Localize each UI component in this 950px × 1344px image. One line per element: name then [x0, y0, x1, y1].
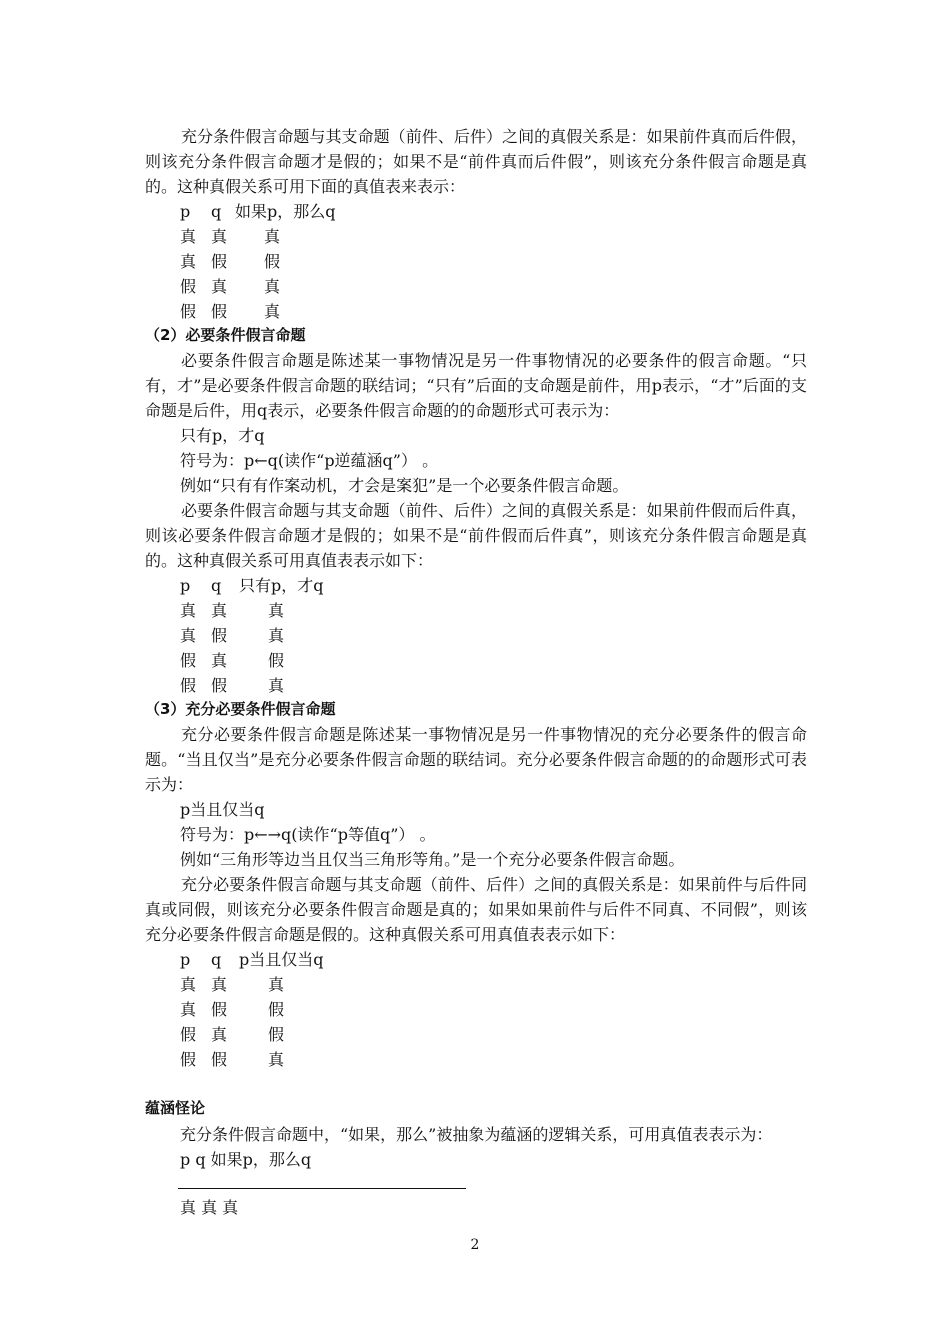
table-cell: 真: [211, 1025, 228, 1044]
table-row: [180, 673, 428, 698]
table-cell: 假: [180, 302, 197, 321]
table-row: [180, 1022, 428, 1047]
table-header-cell: 如果p，那么q: [235, 202, 336, 221]
table-header-cell: 只有p，才q: [239, 576, 324, 595]
table-cell: 真: [180, 626, 197, 645]
table-cell: 真: [180, 252, 197, 271]
table-cell: 假: [180, 1050, 197, 1069]
necessary-form: 只有p，才q: [180, 426, 265, 445]
table-cell: 假: [211, 626, 228, 645]
section-heading-suffnec: （3）充分必要条件假言命题: [145, 700, 336, 718]
suffnec-truth-paragraph: 充分必要条件假言命题与其支命题（前件、后件）之间的真假关系是：如果前件与后件同真或同假，则该充分必要条件假言命题是真的；如果如果前件与后件不同真、不同假”，则该充分必要条件假言命题是假的。这种真假关系可用真值表表示如下：: [145, 875, 807, 944]
table-row: [180, 598, 428, 623]
suffnec-truth-table: [180, 947, 428, 1072]
table-header-row: [180, 573, 428, 598]
paradox-table-header: p q 如果p，那么q: [180, 1150, 312, 1169]
table-divider: [178, 1188, 466, 1189]
table-cell: 真: [264, 227, 281, 246]
table-cell: 真: [211, 601, 228, 620]
table-header-row: [180, 199, 424, 224]
table-cell: 真: [268, 676, 285, 695]
table-cell: 假: [180, 651, 197, 670]
necessary-truth-table: [180, 573, 428, 698]
table-header-cell: q: [211, 576, 222, 595]
table-row: [180, 249, 424, 274]
table-row: [180, 972, 428, 997]
table-header-cell: q: [211, 950, 222, 969]
table-cell: 真: [180, 227, 197, 246]
suffnec-form: p当且仅当q: [180, 800, 265, 819]
table-cell: 真: [268, 601, 285, 620]
table-row: [180, 648, 428, 673]
sufficient-truth-table: [180, 199, 424, 324]
table-cell: 真: [268, 1050, 285, 1069]
table-cell: 假: [211, 1050, 228, 1069]
table-cell: 真: [211, 975, 228, 994]
table-cell: 假: [264, 252, 281, 271]
paradox-table-row: 真 真 真: [180, 1198, 239, 1217]
section-heading-paradox: 蕴涵怪论: [145, 1099, 206, 1117]
table-cell: 真: [268, 975, 285, 994]
necessary-symbol: 符号为：p←q(读作“p逆蕴涵q”） 。: [180, 451, 439, 470]
table-cell: 真: [211, 277, 228, 296]
table-header-cell: p当且仅当q: [239, 950, 324, 969]
sufficient-truth-paragraph: 充分条件假言命题与其支命题（前件、后件）之间的真假关系是：如果前件真而后件假，则该充分条件假言命题才是假的；如果不是“前件真而后件假”，则该充分条件假言命题是真的。这种真假关系可用下面的真值表来表示：: [145, 127, 807, 196]
table-header-row: [180, 947, 428, 972]
table-header-cell: q: [211, 202, 222, 221]
table-cell: 真: [180, 601, 197, 620]
table-cell: 真: [180, 975, 197, 994]
table-cell: 假: [211, 676, 228, 695]
table-cell: 真: [211, 227, 228, 246]
necessary-truth-paragraph: 必要条件假言命题与其支命题（前件、后件）之间的真假关系是：如果前件假而后件真，则该必要条件假言命题才是假的；如果不是“前件假而后件真”，则该充分条件假言命题是真的。这种真假关系可用真值表表示如下：: [145, 501, 807, 570]
table-row: [180, 299, 424, 324]
table-cell: 假: [268, 1025, 285, 1044]
paradox-paragraph: 充分条件假言命题中，“如果，那么”被抽象为蕴涵的逻辑关系，可用真值表表示为：: [180, 1125, 773, 1144]
table-header-cell: p: [180, 576, 191, 595]
necessary-definition-paragraph: 必要条件假言命题是陈述某一事物情况是另一件事物情况的必要条件的假言命题。“只有，才”是必要条件假言命题的联结词；“只有”后面的支命题是前件，用p表示，“才”后面的支命题是后件，用q表示，必要条件假言命题的的命题形式可表示为：: [145, 351, 807, 420]
table-header-cell: p: [180, 202, 191, 221]
table-cell: 假: [268, 651, 285, 670]
table-cell: 假: [180, 1025, 197, 1044]
table-cell: 假: [211, 302, 228, 321]
page-number: 2: [470, 1237, 480, 1253]
suffnec-definition-paragraph: 充分必要条件假言命题是陈述某一事物情况是另一件事物情况的充分必要条件的假言命题。“当且仅当”是充分必要条件假言命题的联结词。充分必要条件假言命题的的命题形式可表示为：: [145, 725, 807, 794]
table-cell: 假: [211, 252, 228, 271]
table-cell: 假: [268, 1000, 285, 1019]
suffnec-example: 例如“三角形等边当且仅当三角形等角。”是一个充分必要条件假言命题。: [180, 850, 685, 869]
table-cell: 真: [264, 302, 281, 321]
necessary-example: 例如“只有有作案动机，才会是案犯”是一个必要条件假言命题。: [180, 476, 629, 495]
table-row: [180, 224, 424, 249]
table-row: [180, 274, 424, 299]
table-row: [180, 623, 428, 648]
table-cell: 真: [268, 626, 285, 645]
table-cell: 假: [180, 277, 197, 296]
table-row: [180, 1047, 428, 1072]
table-cell: 真: [264, 277, 281, 296]
table-cell: 假: [180, 676, 197, 695]
suffnec-symbol: 符号为：p←→q(读作“p等值q”） 。: [180, 825, 436, 844]
section-heading-necessary: （2）必要条件假言命题: [145, 326, 306, 344]
table-cell: 真: [180, 1000, 197, 1019]
table-cell: 真: [211, 651, 228, 670]
table-cell: 假: [211, 1000, 228, 1019]
table-row: [180, 997, 428, 1022]
table-header-cell: p: [180, 950, 191, 969]
